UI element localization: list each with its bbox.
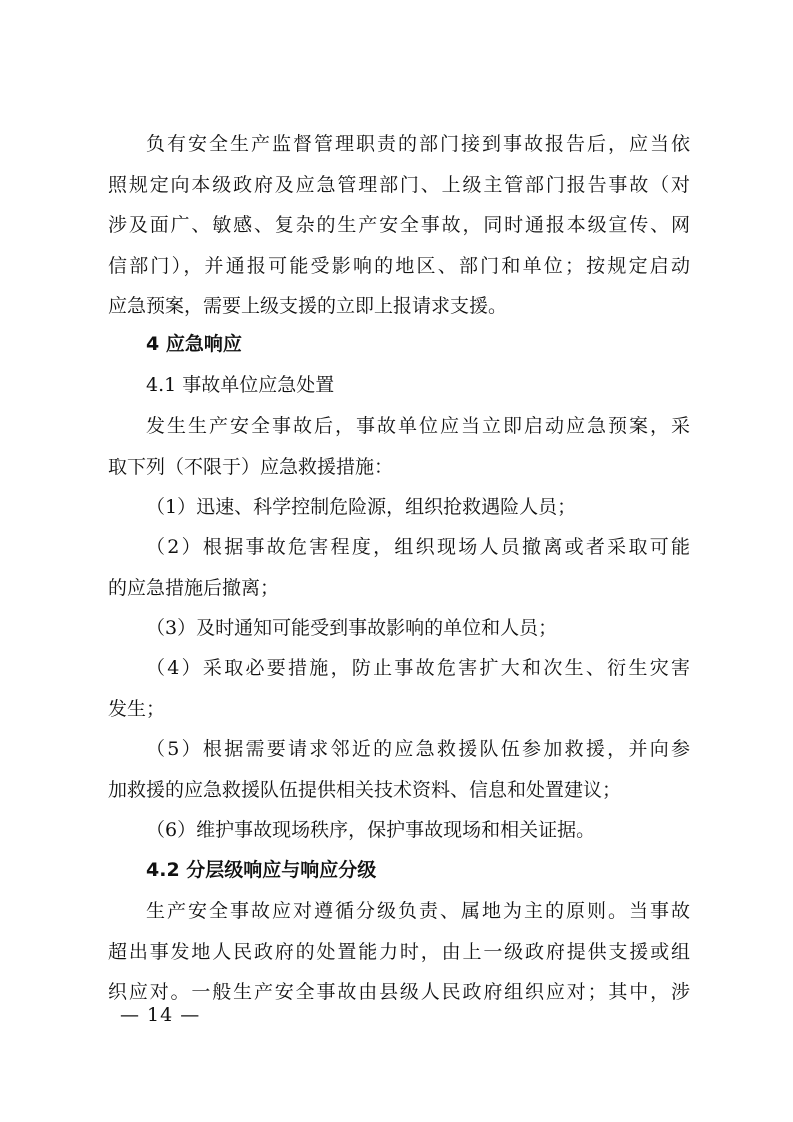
text-line: 取下列（不限于）应急救援措施： (108, 455, 394, 478)
section-heading-4-2: 4.2 分层级响应与响应分级 (146, 859, 377, 881)
measure-item-6 (108, 810, 690, 851)
paragraph-report-notification (108, 124, 690, 327)
text-line: （3）及时通知可能受到事故影响的单位和人员； (146, 617, 558, 639)
measure-item-1 (108, 487, 690, 528)
text-line: 织应对。一般生产安全事故由县级人民政府组织应对；其中，涉 (108, 981, 690, 1003)
text-line: 的应急措施后撤离； (108, 576, 280, 599)
page-number: — 14 — (120, 1004, 201, 1026)
text-line: （2）根据事故危害程度，组织现场人员撤离或者采取可能 (146, 536, 690, 558)
text-line: 照规定向本级政府及应急管理部门、上级主管部门报告事故（对 (108, 173, 690, 196)
text-line: 信部门），并通报可能受影响的地区、部门和单位；按规定启动 (108, 254, 690, 277)
text-line: 发生； (108, 697, 166, 720)
measure-item-3 (108, 608, 690, 649)
measure-item-5 (108, 729, 690, 810)
text-line: （1）迅速、科学控制危险源，组织抢救遇险人员； (146, 496, 577, 518)
paragraph-accident-unit (108, 406, 690, 487)
text-line: 超出事发地人民政府的处置能力时，由上一级政府提供支援或组 (108, 940, 690, 963)
section-heading-4: 4 应急响应 (146, 333, 242, 355)
measure-item-2 (108, 527, 690, 608)
text-line: 涉及面广、敏感、复杂的生产安全事故，同时通报本级宣传、网 (108, 214, 690, 236)
text-line: 负有安全生产监督管理职责的部门接到事故报告后，应当依 (146, 133, 690, 155)
measure-item-4 (108, 648, 690, 729)
text-line: 生产安全事故应对遵循分级负责、属地为主的原则。当事故 (146, 900, 690, 922)
text-line: （4）采取必要措施，防止事故危害扩大和次生、衍生灾害 (146, 657, 690, 679)
text-line: 发生生产安全事故后，事故单位应当立即启动应急预案，采 (146, 415, 690, 437)
text-line: 加救援的应急救援队伍提供相关技术资料、信息和处置建议； (108, 778, 622, 801)
paragraph-tiered-response (108, 891, 690, 1013)
section-heading-4-1: 4.1 事故单位应急处置 (146, 374, 335, 396)
text-line: （5）根据需要请求邻近的应急救援队伍参加救援，并向参 (146, 738, 690, 760)
text-line: 应急预案，需要上级支援的立即上报请求支援。 (108, 295, 508, 317)
text-line: （6）维护事故现场秩序，保护事故现场和相关证据。 (146, 819, 596, 841)
